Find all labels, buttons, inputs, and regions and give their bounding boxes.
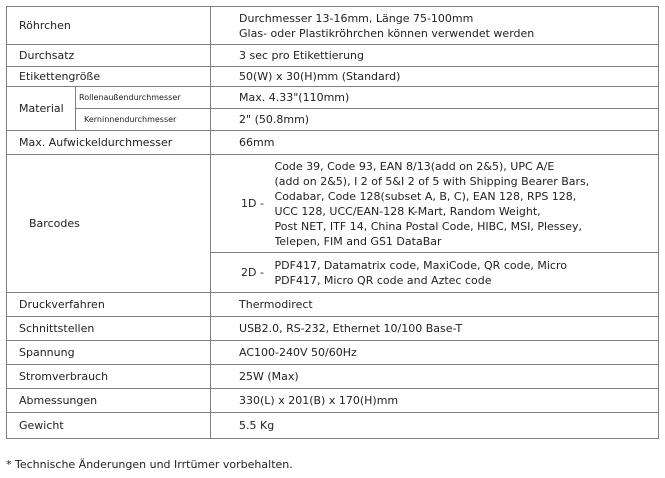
value-stromverbrauch: 25W (Max) [211, 365, 659, 389]
value-schnittstellen: USB2.0, RS-232, Ethernet 10/100 Base-T [211, 317, 659, 341]
value-roehrchen [211, 7, 659, 45]
barcodes-2d-list [275, 253, 659, 293]
barcodes-1d-line: Telepen, FIM and GS1 DataBar [274, 234, 442, 248]
value-aufwickel: 66mm [211, 131, 659, 155]
label-durchsatz: Durchsatz [7, 45, 211, 67]
label-roehrchen: Röhrchen [7, 7, 211, 45]
barcodes-1d-list [275, 155, 659, 253]
barcodes-2d-line: PDF417, Micro QR code and Aztec code [274, 273, 492, 287]
row-stromverbrauch [7, 365, 659, 389]
row-gewicht [7, 413, 659, 439]
value-rollenaussendurchmesser: Max. 4.33"(110mm) [211, 87, 659, 109]
barcodes-1d-line: Code 39, Code 93, EAN 8/13(add on 2&5), UPC A/E [274, 159, 555, 173]
row-druckverfahren [7, 293, 659, 317]
row-etikettengroesse [7, 67, 659, 87]
label-stromverbrauch: Stromverbrauch [7, 365, 211, 389]
barcodes-1d-tag: 1D - [211, 155, 275, 253]
spec-table [6, 6, 659, 439]
barcodes-2d-line: PDF417, Datamatrix code, MaxiCode, QR code, Micro [274, 258, 567, 272]
row-material-core [7, 109, 659, 131]
label-gewicht: Gewicht [7, 413, 211, 439]
footnote: * Technische Änderungen und Irrtümer vorbehalten. [6, 458, 293, 471]
row-barcodes-1d [7, 155, 659, 253]
barcodes-2d-tag: 2D - [211, 253, 275, 293]
row-abmessungen [7, 389, 659, 413]
label-spannung: Spannung [7, 341, 211, 365]
barcodes-1d-line: Post NET, ITF 14, China Postal Code, HIBC, MSI, Plessey, [274, 219, 583, 233]
label-barcodes: Barcodes [7, 155, 211, 293]
row-roehrchen [7, 7, 659, 45]
label-rollenaussendurchmesser: Rollenaußendurchmesser [76, 87, 211, 109]
value-spannung: AC100-240V 50/60Hz [211, 341, 659, 365]
label-schnittstellen: Schnittstellen [7, 317, 211, 341]
row-schnittstellen [7, 317, 659, 341]
value-druckverfahren: Thermodirect [211, 293, 659, 317]
value-roehrchen-line1: Durchmesser 13-16mm, Länge 75-100mm [239, 11, 474, 25]
label-abmessungen: Abmessungen [7, 389, 211, 413]
value-etikettengroesse: 50(W) x 30(H)mm (Standard) [211, 67, 659, 87]
label-druckverfahren: Druckverfahren [7, 293, 211, 317]
row-durchsatz [7, 45, 659, 67]
value-kerninnendurchmesser: 2" (50.8mm) [211, 109, 659, 131]
row-material-outer [7, 87, 659, 109]
label-material: Material [7, 87, 76, 131]
row-spannung [7, 341, 659, 365]
value-durchsatz: 3 sec pro Etikettierung [211, 45, 659, 67]
label-kerninnendurchmesser: Kerninnendurchmesser [76, 109, 211, 131]
value-roehrchen-line2: Glas- oder Plastikröhrchen können verwendet werden [239, 26, 535, 40]
label-aufwickel: Max. Aufwickeldurchmesser [7, 131, 211, 155]
label-etikettengroesse: Etikettengröße [7, 67, 211, 87]
barcodes-1d-line: UCC 128, UCC/EAN-128 K-Mart, Random Weight, [274, 204, 541, 218]
value-abmessungen: 330(L) x 201(B) x 170(H)mm [211, 389, 659, 413]
value-gewicht: 5.5 Kg [211, 413, 659, 439]
row-aufwickel [7, 131, 659, 155]
barcodes-1d-line: (add on 2&5), I 2 of 5&I 2 of 5 with Shipping Bearer Bars, [274, 174, 590, 188]
barcodes-1d-line: Codabar, Code 128(subset A, B, C), EAN 128, RPS 128, [274, 189, 577, 203]
